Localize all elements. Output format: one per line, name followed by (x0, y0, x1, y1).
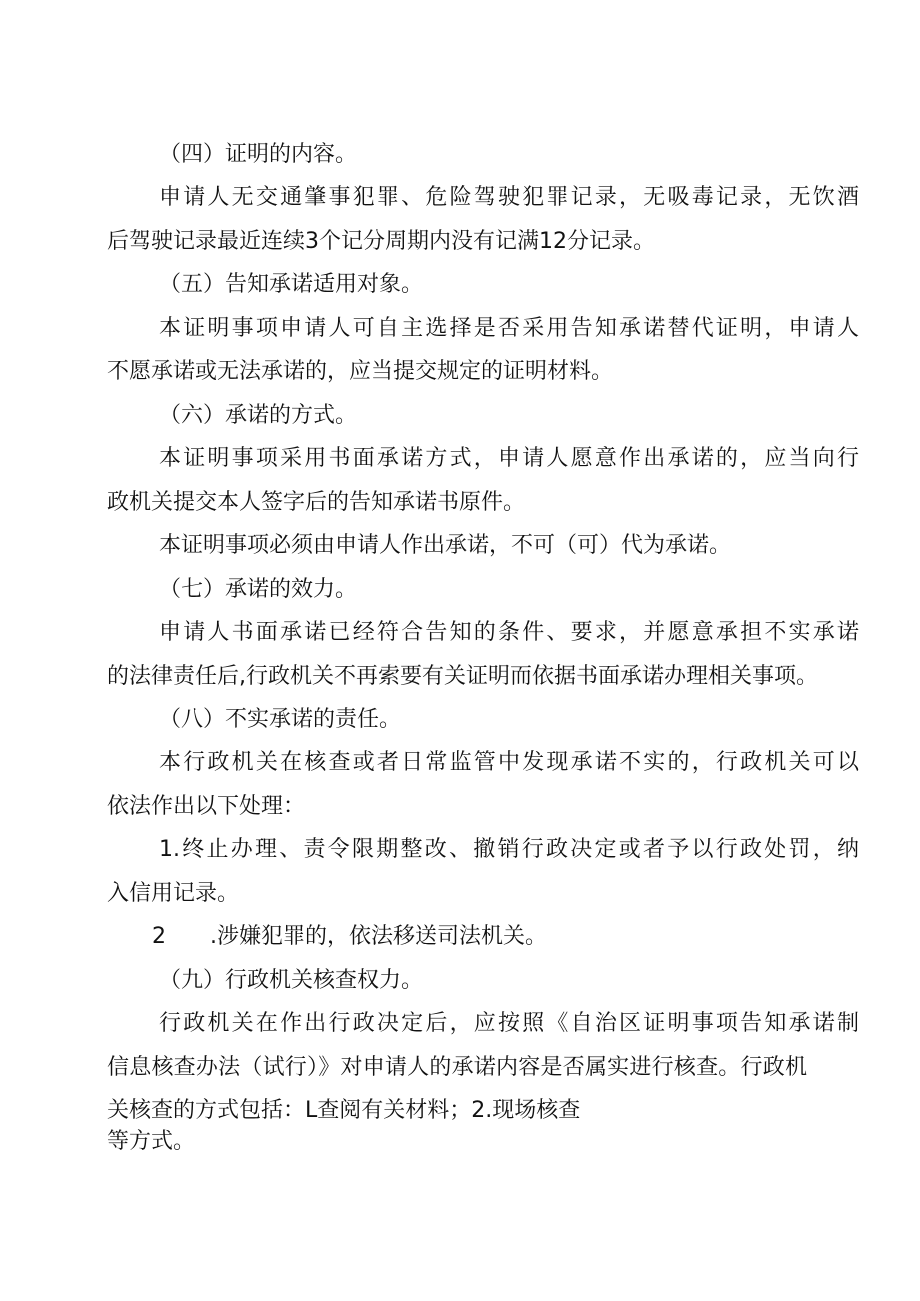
section-8-item-1-line-2: 入信用记录。 (107, 881, 240, 906)
section-9-body-line-4: 等方式。 (107, 1129, 196, 1154)
section-6-body-2-line-1: 本证明事项必须由申请人作出承诺，不可（可）代为承诺。 (159, 533, 732, 558)
section-9-body-line-3: 关核查的方式包括：L查阅有关材料；2.现场核查 (107, 1098, 581, 1123)
section-9-heading: （九）行政机关核查权力。 (159, 968, 424, 993)
section-5-body-line-2: 不愿承诺或无法承诺的，应当提交规定的证明材料。 (107, 359, 614, 384)
section-9-body-line-1: 行政机关在作出行政决定后，应按照《自治区证明事项告知承诺制 (159, 1011, 859, 1036)
section-8-heading: （八）不实承诺的责任。 (159, 707, 402, 732)
section-8-body-line-1: 本行政机关在核查或者日常监管中发现承诺不实的，行政机关可以 (159, 750, 859, 775)
section-5-body-line-1: 本证明事项申请人可自主选择是否采用告知承诺替代证明，申请人 (159, 316, 859, 341)
section-7-body-line-1: 申请人书面承诺已经符合告知的条件、要求，并愿意承担不实承诺 (159, 620, 859, 645)
section-4-body-line-1: 申请人无交通肇事犯罪、危险驾驶犯罪记录，无吸毒记录，无饮酒 (159, 185, 859, 210)
section-4-heading: （四）证明的内容。 (159, 142, 358, 167)
section-8-item-1-line-1: 1.终止办理、责令限期整改、撤销行政决定或者予以行政处罚，纳 (159, 837, 859, 862)
section-7-heading: （七）承诺的效力。 (159, 577, 358, 602)
section-6-heading: （六）承诺的方式。 (159, 403, 358, 428)
section-5-heading: （五）告知承诺适用对象。 (159, 272, 424, 297)
section-7-body-line-2: 的法律责任后,行政机关不再索要有关证明而依据书面承诺办理相关事项。 (107, 664, 818, 689)
section-4-body-line-2: 后驾驶记录最近连续3个记分周期内没有记满12分记录。 (107, 229, 655, 254)
section-6-body-1-line-1: 本证明事项采用书面承诺方式，申请人愿意作出承诺的，应当向行 (159, 446, 859, 471)
section-8-body-line-2: 依法作出以下处理： (107, 794, 306, 819)
section-9-body-line-2: 信息核查办法（试行）》对申请人的承诺内容是否属实进行核查。行政机 (107, 1055, 807, 1080)
section-6-body-1-line-2: 政机关提交本人签字后的告知承诺书原件。 (107, 490, 526, 515)
section-8-item-2-line-1: 2 .涉嫌犯罪的，依法移送司法机关。 (152, 924, 547, 949)
